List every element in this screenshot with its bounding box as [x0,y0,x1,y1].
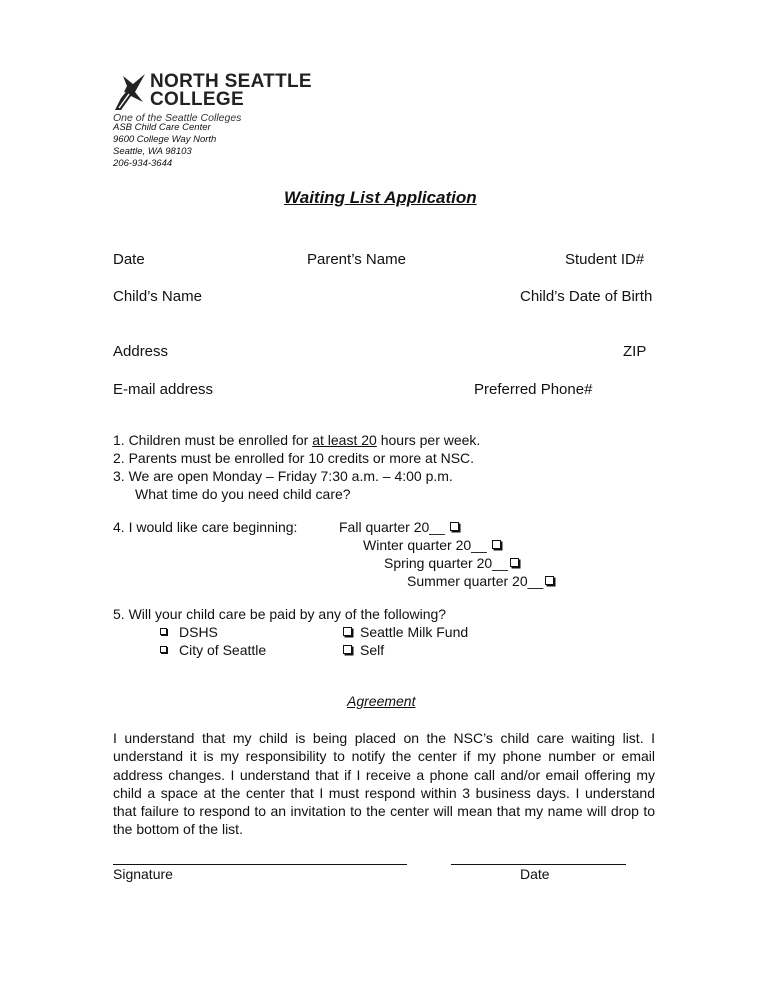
checkbox-icon[interactable] [545,576,554,585]
date-line[interactable] [451,864,626,865]
address-label: Address [113,343,169,360]
payment-option-milk-fund[interactable] [343,624,468,641]
quarter-option-spring[interactable] [384,555,519,572]
logo-subtitle: One of the Seattle Colleges [113,112,242,124]
payment-option-dshs[interactable] [160,624,218,641]
agreement-text: I understand that my child is being placed on the NSC’s child care waiting list. I understand it is my responsibility to notify the center if my phone number or email address changes. I understand that if I receive a phone call and/or email offering my child a space at the center that I must respond within 3 business days. I understand that failure to respond to an invitation to the center will mean that my name will drop to the bottom of the list. [113,730,655,838]
child-name-label: Child’s Name [113,288,202,305]
signature-label: Signature [113,866,173,882]
payment-label: Self [360,642,385,658]
quarter-label: Winter quarter 20__ [363,537,487,553]
item-1-text: 1. Children must be enrolled for [113,432,313,448]
logo-line2: COLLEGE [150,89,244,110]
quarter-option-summer[interactable] [407,573,554,590]
center-phone: 206-934-3644 [113,158,173,169]
page-title: Waiting List Application [284,188,477,207]
item-1-emphasis: at least 20 [312,432,377,448]
checkbox-icon[interactable] [492,540,501,549]
payment-option-self[interactable] [343,642,384,659]
child-dob-label: Child’s Date of Birth [520,288,653,305]
logo-figure-icon [113,72,147,112]
payment-option-city[interactable] [160,642,266,659]
item-2: 2. Parents must be enrolled for 10 credits or more at NSC. [113,450,475,466]
checkbox-icon[interactable] [510,558,519,567]
center-name: ASB Child Care Center [113,122,211,133]
date-field-label: Date [113,251,145,268]
checkbox-icon[interactable] [343,645,352,654]
checkbox-icon[interactable] [160,646,167,653]
quarter-label: Spring quarter 20__ [384,555,508,571]
checkbox-icon[interactable] [343,627,352,636]
quarter-option-winter[interactable] [363,537,501,554]
quarter-label: Summer quarter 20__ [407,573,544,589]
payment-label: City of Seattle [179,642,267,658]
quarter-label: Fall quarter 20__ [339,519,445,535]
checkbox-icon[interactable] [450,522,459,531]
email-label: E-mail address [113,381,214,398]
payment-label: Seattle Milk Fund [360,624,469,640]
payment-label: DSHS [179,624,218,640]
parent-name-label: Parent’s Name [307,251,406,268]
phone-label: Preferred Phone# [474,381,593,398]
item-3-question: What time do you need child care? [135,486,351,502]
zip-label: ZIP [623,343,647,360]
agreement-heading: Agreement [347,693,416,709]
quarter-option-fall[interactable] [339,519,459,536]
item-3: 3. We are open Monday – Friday 7:30 a.m. – 4:00 p.m. [113,468,453,484]
item-5: 5. Will your child care be paid by any of the following? [113,606,447,622]
student-id-label: Student ID# [565,251,645,268]
date-label: Date [520,866,550,882]
center-city: Seattle, WA 98103 [113,146,192,157]
item-4: 4. I would like care beginning: [113,519,298,535]
logo-line1: NORTH SEATTLE [150,71,312,92]
item-1-text-end: hours per week. [376,432,481,448]
item-1 [113,432,480,449]
signature-line[interactable] [113,864,407,865]
center-street: 9600 College Way North [113,134,217,145]
checkbox-icon[interactable] [160,628,167,635]
